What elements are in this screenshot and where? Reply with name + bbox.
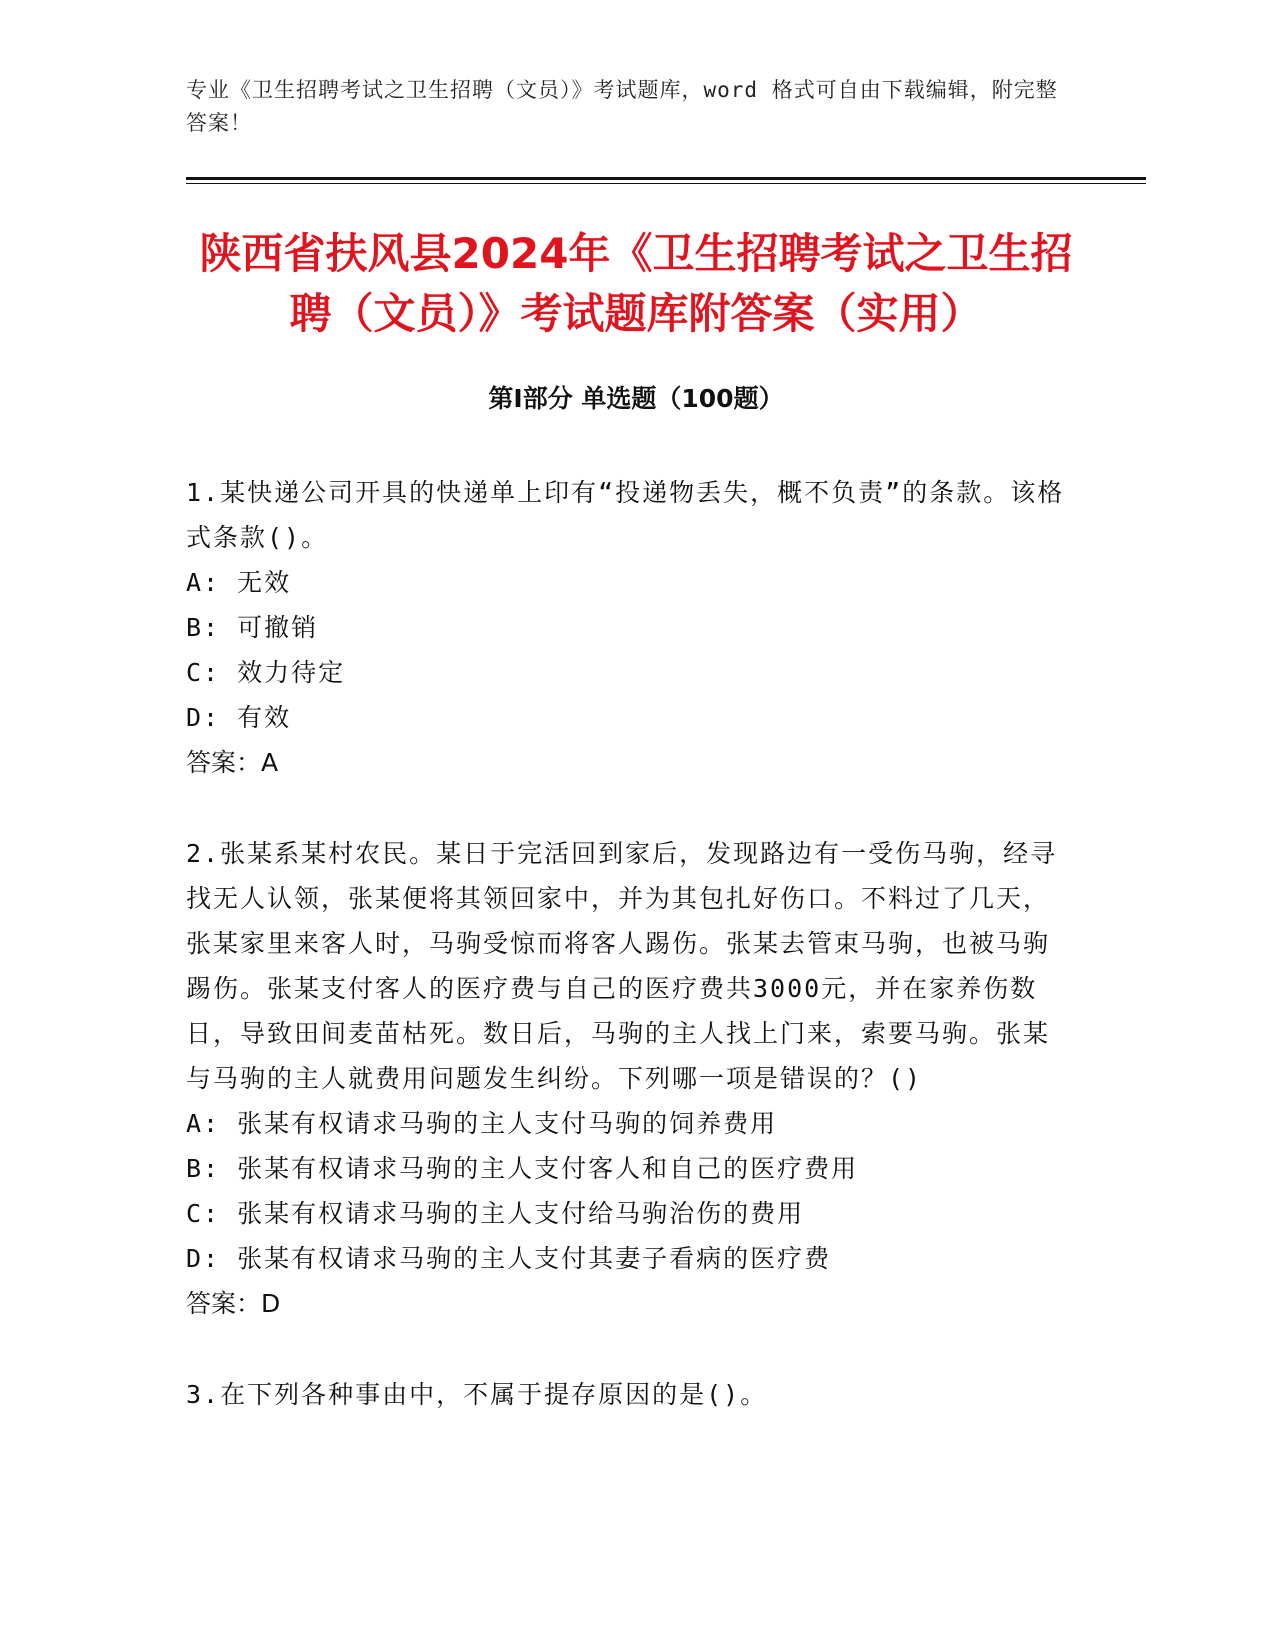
option-c: C: 效力待定 xyxy=(186,658,346,687)
question-1 xyxy=(186,470,1076,785)
header-rule-thick xyxy=(186,177,1146,180)
section-heading: 第Ⅰ部分 单选题（100题） xyxy=(488,384,784,413)
answer-line: 答案：A xyxy=(186,748,279,777)
option-a: A: 张某有权请求马驹的主人支付马驹的饲养费用 xyxy=(186,1109,778,1138)
header-rule-thin xyxy=(186,183,1146,184)
answer-line: 答案：D xyxy=(186,1289,281,1318)
question-stem: 2.张某系某村农民。某日于完活回到家后，发现路边有一受伤马驹，经寻找无人认领，张某便将其领回家中，并为其包扎好伤口。不料过了几天，张某家里来客人时，马驹受惊而将客人踢伤。张某去管束马驹，也被马驹踢伤。张某支付客人的医疗费与自己的医疗费共3000元，并在家养伤数日，导致田间麦苗枯死。数日后，马驹的主人找上门来，索要马驹。张某与马驹的主人就费用问题发生纠纷。下列哪一项是错误的？() xyxy=(186,839,1058,1093)
option-b: B: 可撤销 xyxy=(186,613,319,642)
question-2 xyxy=(186,831,1076,1326)
question-stem: 3.在下列各种事由中，不属于提存原因的是()。 xyxy=(186,1380,768,1409)
option-c: C: 张某有权请求马驹的主人支付给马驹治伤的费用 xyxy=(186,1199,805,1228)
question-list xyxy=(186,470,1076,1463)
option-b: B: 张某有权请求马驹的主人支付客人和自己的医疗费用 xyxy=(186,1154,859,1183)
option-d: D: 有效 xyxy=(186,703,292,732)
header-note: 专业《卫生招聘考试之卫生招聘（文员）》考试题库，word 格式可自由下载编辑，附完整答案！ xyxy=(186,78,1058,135)
option-a: A: 无效 xyxy=(186,568,292,597)
document-title: 陕西省扶风县2024年《卫生招聘考试之卫生招聘（文员）》考试题库附答案（实用） xyxy=(199,229,1073,338)
option-d: D: 张某有权请求马驹的主人支付其妻子看病的医疗费 xyxy=(186,1244,832,1273)
question-3 xyxy=(186,1372,1076,1417)
question-stem: 1.某快递公司开具的快递单上印有“投递物丢失，概不负责”的条款。该格式条款()。 xyxy=(186,478,1065,552)
